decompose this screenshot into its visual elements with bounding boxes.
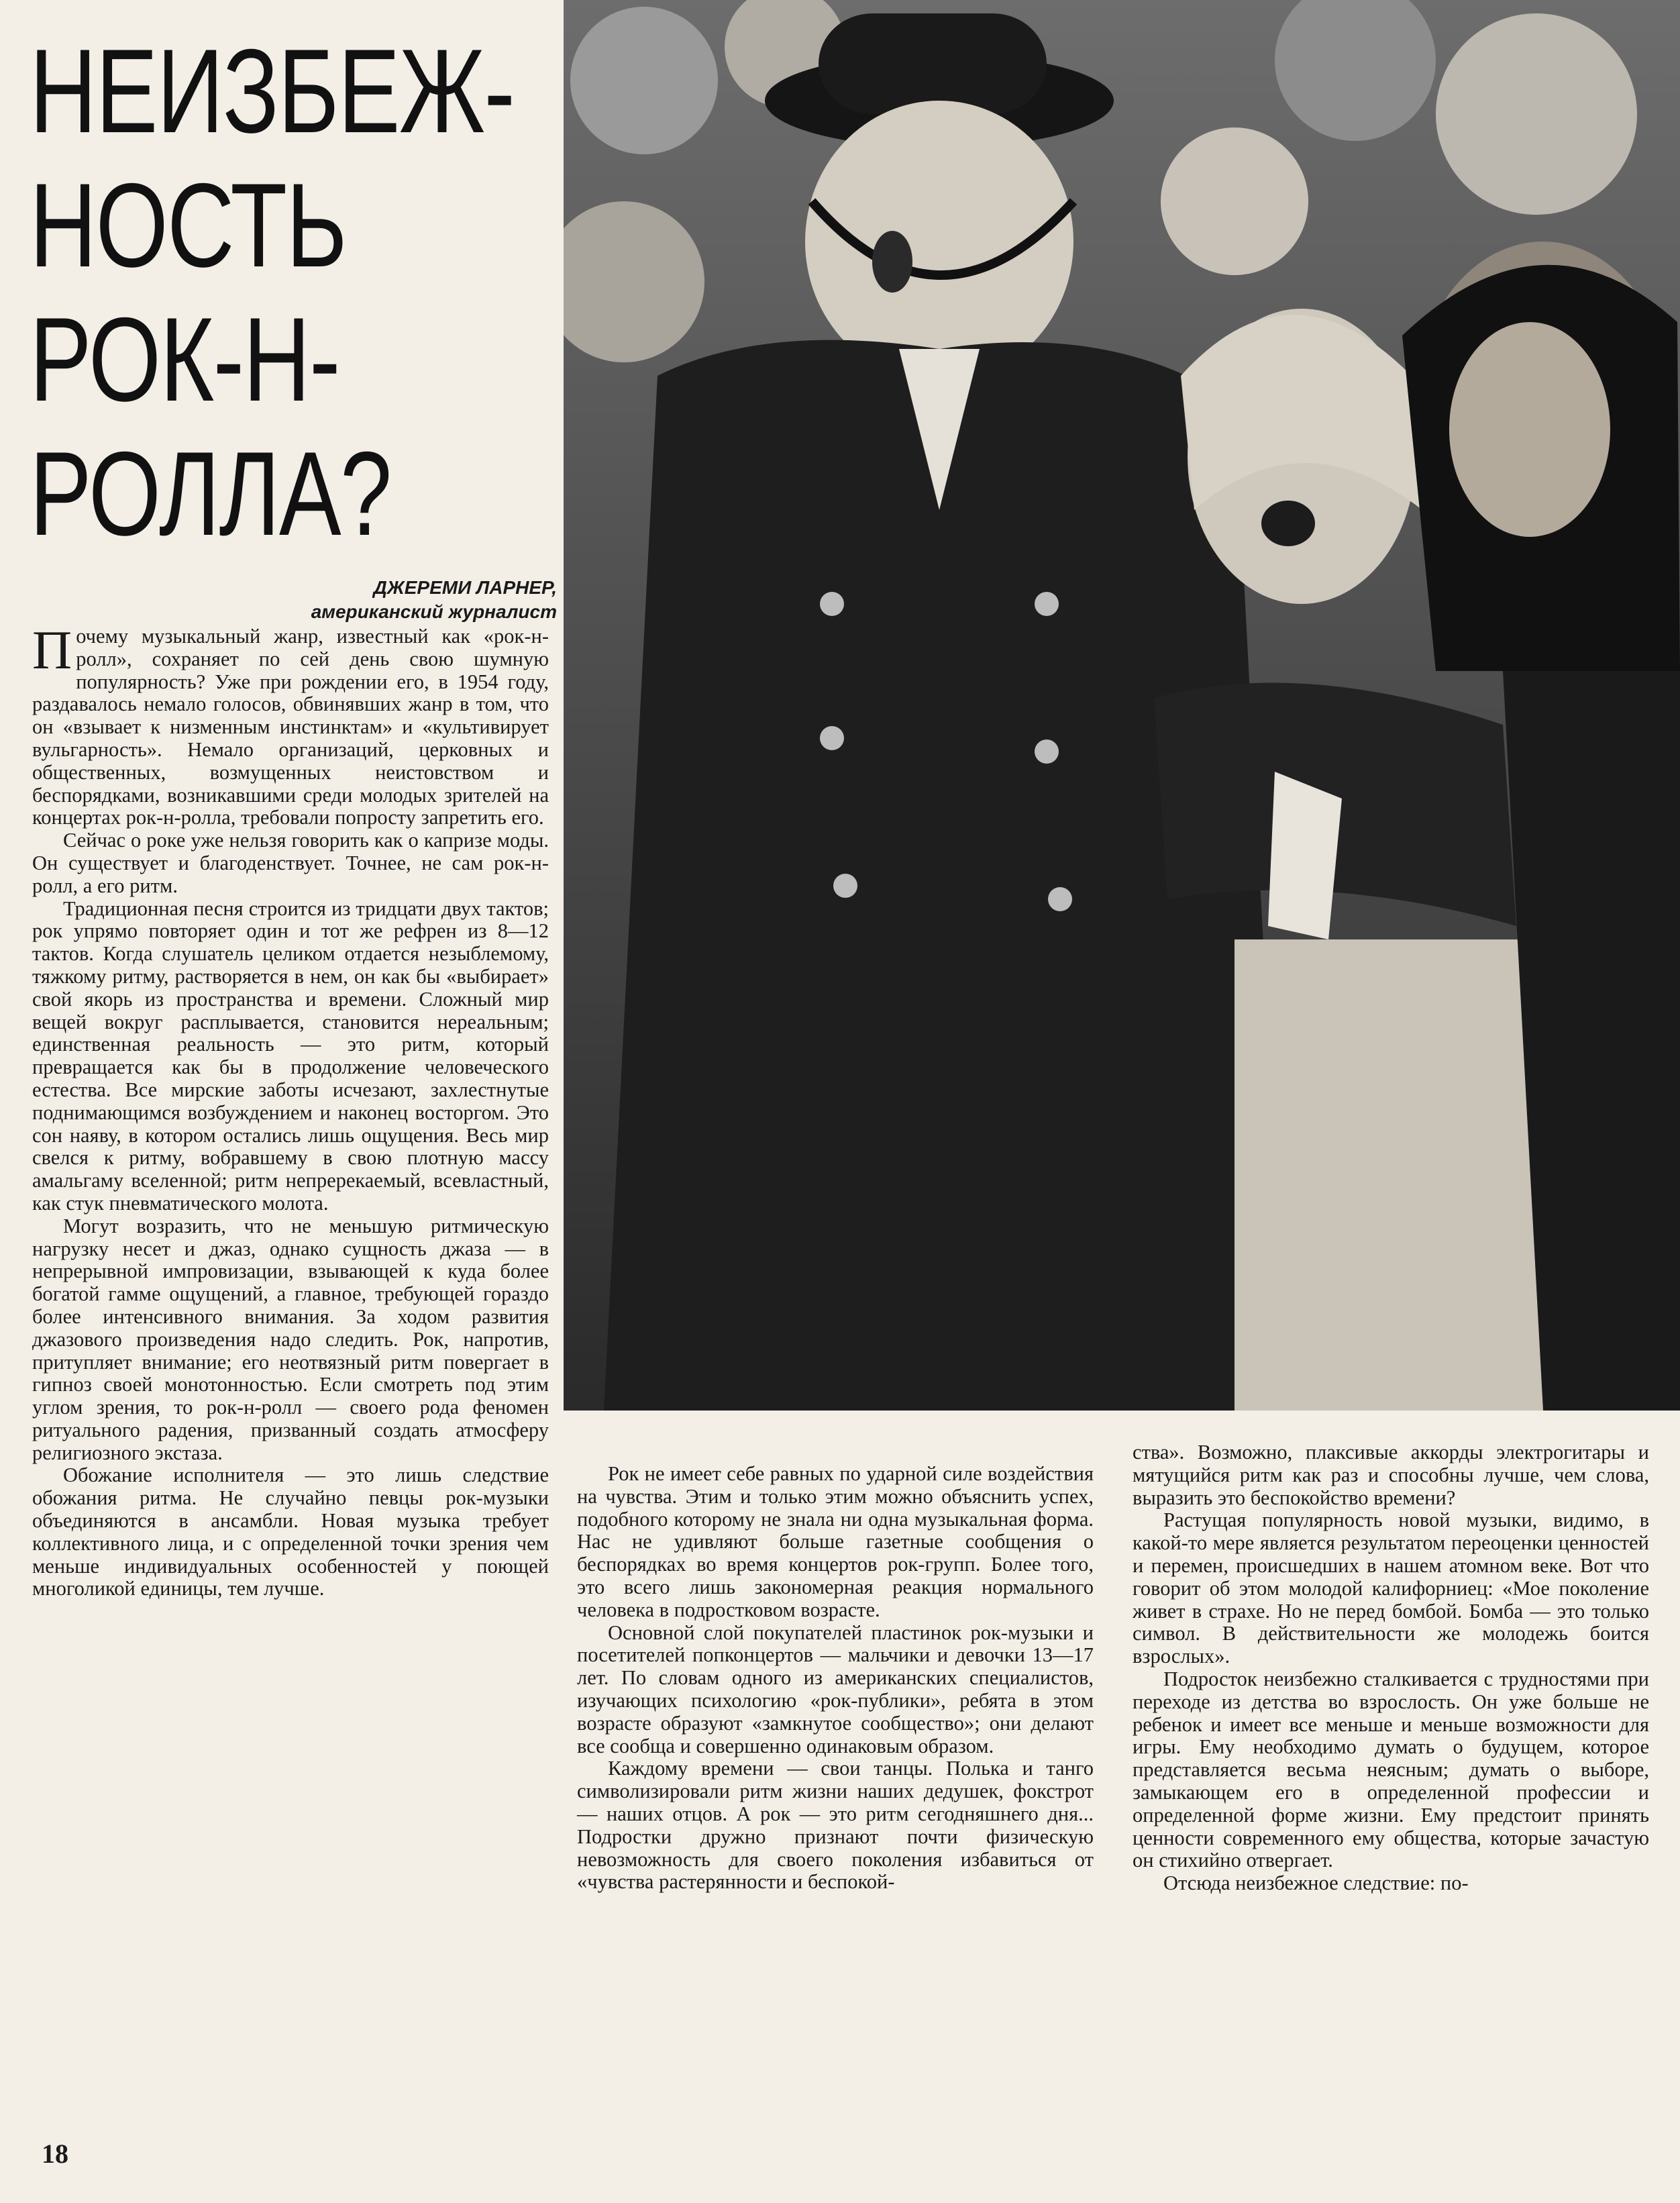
paragraph: Растущая популярность новой музыки, видимо, в какой-то мере является результатом переоценки ценностей и перемен, происшедших в нашем атомном веке. Вот что говорит об этом молодой калифорниец: «Мое поколение живет в страхе. Но не перед бомбой. Бомба — это только символ. В действительности же молодежь боится взрослых». xyxy=(1133,1508,1649,1668)
photo-crowd-police-image xyxy=(564,0,1680,1411)
paragraph: Рок не имеет себе равных по ударной силе воздействия на чувства. Этим и только этим можно объяснить успех, подобного которому не знала ни одна музыкальная форма. Нас не удивляют больше газетные сообщения о беспорядках во время концертов рок-групп. Более того, это всего лишь закономерная реакция нормального человека в подростковом возрасте. xyxy=(577,1462,1094,1621)
column-3 xyxy=(1133,1441,1649,1895)
byline xyxy=(201,576,557,624)
title-line: РОК-Н- xyxy=(30,293,339,426)
paragraph: Каждому времени — свои танцы. Полька и танго символизировали ритм жизни наших дедушек, фокстрот — наших отцов. А рок — это ритм сегодняшнего дня... Подростки дружно признают почти физическую невозможность для своего поколения избавиться от «чувства растерянности и беспокой- xyxy=(577,1757,1094,1894)
title-line: НЕИЗБЕЖ- xyxy=(30,24,515,158)
paragraph: Основной слой покупателей пластинок рок-музыки и посетителей попконцертов — мальчики и девочки 13—17 лет. По словам одного из американских специалистов, изучающих психологию «рок-публики», ребята в этом возрасте образуют «замкнутое сообщество»; они делают все сообща и совершенно одинаковым образом. xyxy=(577,1621,1094,1757)
article-title xyxy=(30,24,515,561)
paragraph xyxy=(32,619,549,829)
paragraph: Отсюда неизбежное следствие: по- xyxy=(1163,1872,1469,1895)
author-name: ДЖЕРЕМИ ЛАРНЕР, xyxy=(373,577,557,598)
paragraph: Подросток неизбежно сталкивается с трудностями при переходе из детства во взрослость. Он уже больше не ребенок и имеет все меньше и меньше возможности для игры. Ему необходимо думать о будущем, которое представляется весьма неясным; думать о выборе, замыкающем его в определенной профессии и определенной форме жизни. Ему предстоит принять ценности современного ему общества, которые зачастую он стихийно отвергает. xyxy=(1133,1667,1649,1872)
page-number: 18 xyxy=(42,2139,68,2169)
paragraph: Сейчас о роке уже нельзя говорить как о капризе моды. Он существует и благоденствует. Точнее, не сам рок-н-ролл, а его ритм. xyxy=(32,829,549,897)
article-photo xyxy=(564,0,1680,1411)
title-line: РОЛЛА? xyxy=(30,427,391,560)
title-line: НОСТЬ xyxy=(30,158,347,292)
dropcap: П xyxy=(32,619,72,680)
paragraph: Традиционная песня строится из тридцати двух тактов; рок упрямо повторяет один и тот же рефрен из 8—12 тактов. Когда слушатель целиком отдается незыблемому, тяжкому ритму, растворяется в нем, он как бы «выбирает» свой якорь из пространства и времени. Сложный мир вещей вокруг расплывается, становится нереальным; единственная реальность — это ритм, который превращается как бы в продолжение человеческого естества. Все мирские заботы исчезают, захлестнутые поднимающимся возбуждением и наконец восторгом. Это сон наяву, в котором остались лишь ощущения. Весь мир свелся к ритму, вобравшему в свою плотную массу амальгаму вселенной; ритм непререкаемый, всевластный, как стук пневматического молота. xyxy=(32,896,549,1215)
paragraph: ства». Возможно, плаксивые аккорды электрогитары и мятущийся ритм как раз и способны лучше, чем слова, выразить это беспокойство времени? xyxy=(1133,1441,1649,1509)
author-role: американский журналист xyxy=(311,601,557,622)
column-2 xyxy=(577,1463,1094,1894)
column-1 xyxy=(32,619,549,1600)
paragraph: Могут возразить, что не меньшую ритмическую нагрузку несет и джаз, однако сущность джаза — в непрерывной импровизации, взывающей к куда более богатой гамме ощущений, а главное, требующей гораздо более интенсивного внимания. За ходом развития джазового произведения надо следить. Рок, напротив, притупляет внимание; его неотвязный ритм повергает в гипноз своей монотонностью. Если смотреть под этим углом зрения, то рок-н-ролл — своего рода феномен ритуального радения, призванный создать атмосферу религиозного экстаза. xyxy=(32,1214,549,1464)
paragraph-text: очему музыкальный жанр, известный как «рок-н-ролл», сохраняет по сей день свою шумную популярность? Уже при рождении его, в 1954 году, раздавалось немало голосов, обвинявших жанр в том, что он «взывает к низменным инстинктам» и «культивирует вульгарность». Немало организаций, церковных и общественных, возмущенных неистовством и беспорядками, возникавшими среди молодых зрителей на концертах рок-н-ролла, требовали попросту запретить его. xyxy=(32,625,549,829)
paragraph: Обожание исполнителя — это лишь следствие обожания ритма. Не случайно певцы рок-музыки объединяются в ансамбли. Новая музыка требует коллективного лица, и с определенной точки зрения чем меньше индивидуальных особенностей у поющей многоликой единицы, тем лучше. xyxy=(32,1464,549,1600)
